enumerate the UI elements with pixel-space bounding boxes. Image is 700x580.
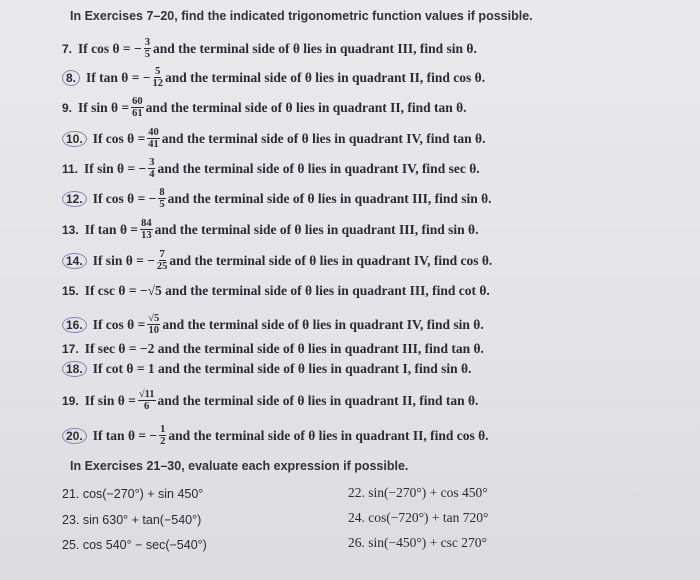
section-heading-21-30: In Exercises 21–30, evaluate each expression if possible. [70,459,409,473]
exercise-number-circled: 16. [62,317,87,333]
numerator: 40 [148,127,159,138]
exercise-number: 7. [62,41,73,56]
exercise-24: 24. cos(−720°) + tan 720° [348,510,489,525]
exercise-10 [62,127,485,150]
exercise-8 [62,66,485,89]
denominator: 25 [156,261,168,272]
exercise-number: 19. [62,393,79,408]
exercise-text-post: and the terminal side of θ lies in quadrant IV, find sec θ. [157,160,480,176]
exercise-text-post: and the terminal side of θ lies in quadrant III, find sin θ. [154,221,479,237]
fraction [147,313,160,336]
exercise-23: 23. sin 630° + tan(−540°) [62,513,202,527]
exercise-number-circled: 10. [62,131,87,147]
exercise-text-post: and the terminal side of θ lies in quadrant II, find cos θ. [168,427,489,443]
exercise-number-circled: 18. [62,361,87,377]
exercise-12 [62,187,492,210]
fraction [159,424,166,447]
exercise-22: 22. sin(−270°) + cos 450° [348,485,488,500]
fraction [148,157,155,180]
exercise-13 [62,218,478,241]
exercise-number: 11. [62,161,79,176]
denominator: 5 [159,199,165,210]
exercise-19 [62,389,478,412]
exercise-text-post: and the terminal side of θ lies in quadrant IV, find sin θ. [162,316,484,332]
fraction [140,218,153,241]
exercise-text-post: and the terminal side of θ lies in quadrant II, find tan θ. [157,392,479,408]
denominator: 61 [132,108,143,119]
exercise-16 [62,313,484,336]
exercise-7 [62,37,477,60]
exercise-text-pre: If sin θ = [84,392,136,408]
exercise-15 [62,283,490,299]
denominator: 4 [149,169,155,180]
fraction [152,66,163,89]
exercise-text-post: and the terminal side of θ lies in quadrant III, find sin θ. [167,190,492,206]
exercise-text-pre: If tan θ = [84,221,139,237]
exercise-text-post: and the terminal side of θ lies in quadrant III, find sin θ. [152,40,477,56]
exercise-number-circled: 20. [62,428,87,444]
numerator: 60 [132,96,143,107]
numerator: √11 [138,389,155,400]
numerator: √5 [148,313,160,324]
exercise-text-pre: If tan θ = − [92,427,158,443]
exercise-text-pre: If cos θ = [92,316,146,332]
denominator: 41 [148,139,159,150]
exercise-number: 17. [62,342,79,356]
exercise-number: 15. [62,284,79,298]
exercise-25: 25. cos 540° − sec(−540°) [62,538,207,552]
exercise-9 [62,96,467,119]
fraction [158,187,165,210]
fraction [144,37,151,60]
exercise-text: If csc θ = −√5 and the terminal side of θ lies in quadrant III, find cot θ. [84,283,490,298]
numerator: 84 [141,218,152,229]
denominator: 5 [144,49,150,60]
numerator: 5 [155,66,161,77]
exercise-text-pre: If sin θ = [78,99,130,115]
exercise-26: 26. sin(−450°) + csc 270° [348,535,487,550]
exercise-text-post: and the terminal side of θ lies in quadrant IV, find cos θ. [169,252,493,268]
numerator: 1 [160,424,166,435]
exercise-text-pre: If cos θ = − [78,40,142,56]
exercise-text-pre: If cos θ = − [92,190,157,206]
denominator: 10 [148,325,160,336]
fraction [131,96,144,119]
exercise-text-post: and the terminal side of θ lies in quadrant II, find tan θ. [145,99,467,115]
exercise-text-pre: If sin θ = − [84,160,147,176]
denominator: 12 [152,78,163,89]
denominator: 13 [141,230,152,241]
fraction [138,389,156,412]
fraction [147,127,160,150]
exercise-number-circled: 12. [62,191,87,207]
exercise-17 [62,341,484,357]
exercise-11 [62,157,480,180]
numerator: 3 [144,37,150,48]
exercise-text-pre: If cos θ = [92,130,146,146]
exercise-number-circled: 8. [62,70,80,86]
exercise-18 [62,361,471,377]
exercise-number-circled: 14. [62,253,87,269]
numerator: 3 [149,157,155,168]
exercise-20 [62,424,489,447]
exercise-21: 21. cos(−270°) + sin 450° [62,487,204,501]
denominator: 2 [160,436,166,447]
exercise-text: If sec θ = −2 and the terminal side of θ lies in quadrant III, find tan θ. [84,341,484,356]
section-heading-7-20: In Exercises 7–20, find the indicated trigonometric function values if possible. [70,9,533,23]
numerator: 7 [159,249,165,260]
exercise-number: 9. [62,100,73,115]
exercise-14 [62,249,492,272]
denominator: 6 [144,401,150,412]
exercise-text-post: and the terminal side of θ lies in quadrant II, find cos θ. [164,69,486,85]
exercise-text-post: and the terminal side of θ lies in quadrant IV, find tan θ. [161,130,486,146]
exercise-text: If cot θ = 1 and the terminal side of θ lies in quadrant I, find sin θ. [92,361,472,376]
numerator: 8 [159,187,165,198]
exercise-number: 13. [62,222,79,237]
exercise-text-pre: If sin θ = − [92,252,155,268]
exercise-text-pre: If tan θ = − [86,69,151,85]
fraction [157,249,168,272]
